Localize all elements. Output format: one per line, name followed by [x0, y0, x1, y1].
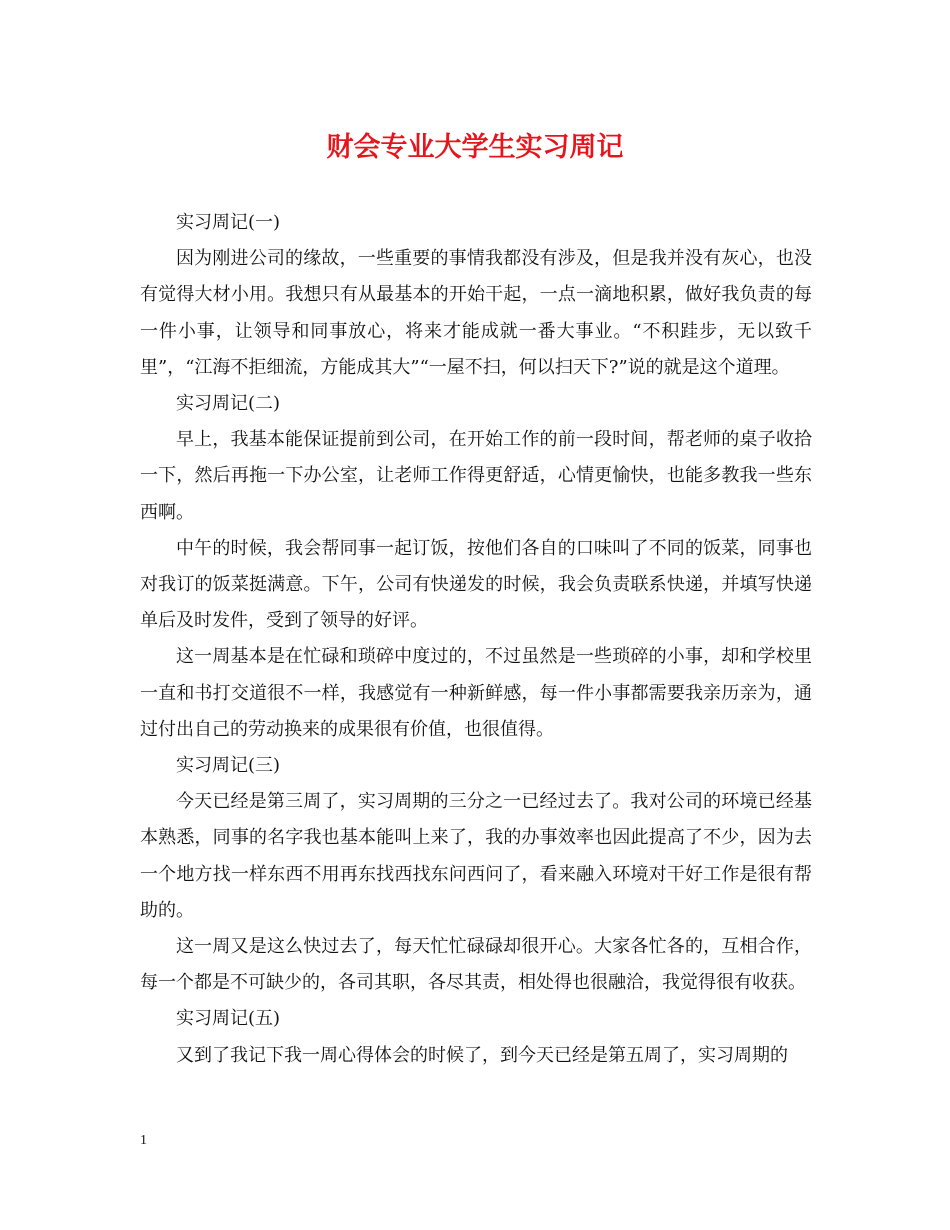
page-title: 财会专业大学生实习周记	[326, 132, 624, 163]
paragraph: 又到了我记下我一周心得体会的时候了，到今天已经是第五周了，实习周期的	[176, 1044, 788, 1066]
paragraph: 中午的时候，我会帮同事一起订饭，按他们各自的口味叫了不同的饭菜，同事也对我订的饭菜挺满意。下午，公司有快递发的时候，我会负责联系快递，并填写快递单后及时发件，受到了领导的好评。	[140, 537, 812, 632]
paragraph: 早上，我基本能保证提前到公司，在开始工作的前一段时间，帮老师的桌子收拾一下，然后再拖一下办公室，让老师工作得更舒适，心情更愉快，也能多教我一些东西啊。	[140, 429, 812, 523]
section-heading: 实习周记(三)	[176, 755, 281, 777]
page-number: 1	[140, 1133, 147, 1148]
section-heading: 实习周记(五)	[176, 1008, 281, 1030]
section-heading: 实习周记(一)	[176, 212, 281, 233]
paragraph: 这一周又是这么快过去了，每天忙忙碌碌却很开心。大家各忙各的，互相合作，每一个都是不可缺少的，各司其职，各尽其责，相处得也很融洽，我觉得很有收获。	[140, 936, 812, 994]
paragraph: 今天已经是第三周了，实习周期的三分之一已经过去了。我对公司的环境已经基本熟悉，同事的名字我也基本能叫上来了，我的办事效率也因此提高了不少，因为去一个地方找一样东西不用再东找西找东问西问了，看来融入环境对干好工作是很有帮助的。	[140, 791, 812, 921]
paragraph: 因为刚进公司的缘故，一些重要的事情我都没有涉及，但是我并没有灰心，也没有觉得大材小用。我想只有从最基本的开始干起，一点一滴地积累，做好我负责的每一件小事，让领导和同事放心，将来才能成就一番大事业。“不积跬步，无以致千里”，“江海不拒细流，方能成其大”“一屋不扫，何以扫天下?”说的就是这个道理。	[140, 248, 812, 378]
document-body	[140, 205, 812, 1074]
section-heading: 实习周记(二)	[176, 393, 281, 415]
paragraph: 这一周基本是在忙碌和琐碎中度过的，不过虽然是一些琐碎的小事，却和学校里一直和书打交道很不一样，我感觉有一种新鲜感，每一件小事都需要我亲历亲为，通过付出自己的劳动换来的成果很有价值，也很值得。	[140, 646, 812, 740]
